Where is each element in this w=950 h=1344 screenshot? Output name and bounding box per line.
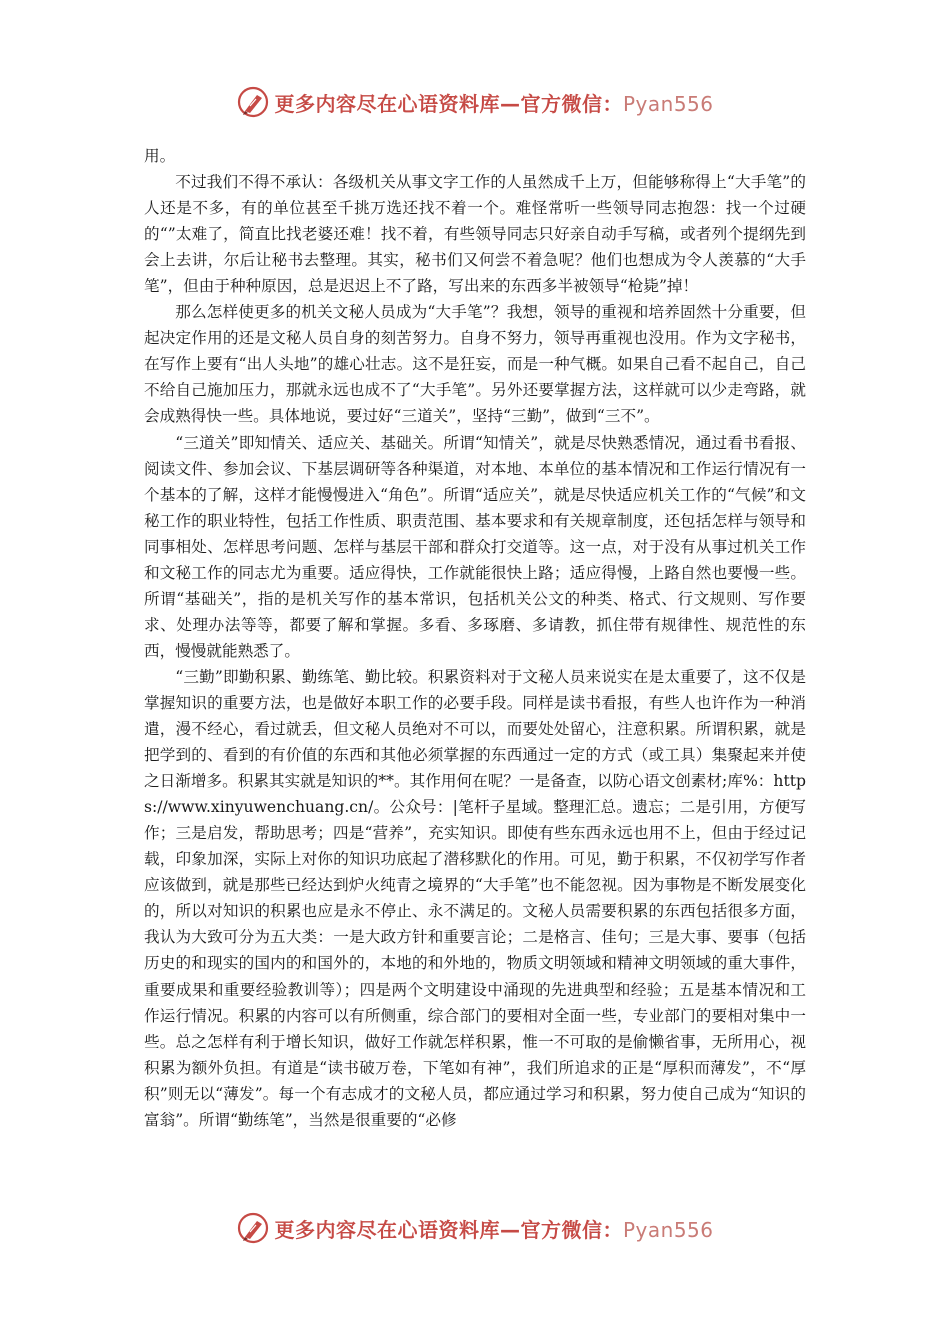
header-banner [0,82,950,122]
paragraph: “三勤”即勤积累、勤练笔、勤比较。积累资料对于文秘人员来说实在是太重要了，这不仅是掌握知识的重要方法，也是做好本职工作的必要手段。同样是读书看报，有些人也许作为一种消遣，漫不经心，看过就丢，但文秘人员绝对不可以，而要处处留心，注意积累。所谓积累，就是把学到的、看到的有价值的东西和其他必须掌握的东西通过一定的方式（或工具）集聚起来并使之日渐增多。积累其实就是知识的**。其作用何在呢？一是备查，以防心语文创素材;库%：https://www.xinyuwenchuang.cn/。公众号：|笔杆子星域。整理汇总。遗忘；二是引用，方便写作；三是启发，帮助思考；四是“营养”，充实知识。即使有些东西永远也用不上，但由于经过记载，印象加深，实际上对你的知识功底起了潜移默化的作用。可见，勤于积累，不仅初学写作者应该做到，就是那些已经达到炉火纯青之境界的“大手笔”也不能忽视。因为事物是不断发展变化的，所以对知识的积累也应是永不停止、永不满足的。文秘人员需要积累的东西包括很多方面，我认为大致可分为五大类：一是大政方针和重要言论；二是格言、佳句；三是大事、要事（包括历史的和现实的国内的和国外的，本地的和外地的，物质文明领域和精神文明领域的重大事件，重要成果和重要经验教训等）；四是两个文明建设中涌现的先进典型和经验；五是基本情况和工作运行情况。积累的内容可以有所侧重，综合部门的要相对全面一些，专业部门的要相对集中一些。总之怎样有利于增长知识，做好工作就怎样积累，惟一不可取的是偷懒省事，无所用心，视积累为额外负担。有道是“读书破万卷，下笔如有神”，我们所追求的正是“厚积而薄发”，不“厚积”则无以“薄发”。每一个有志成才的文秘人员，都应通过学习和积累，努力使自己成为“知识的富翁”。所谓“勤练笔”，当然是很重要的“必修 [144,667,806,1129]
paragraph: 那么怎样使更多的机关文秘人员成为“大手笔”？我想，领导的重视和培养固然十分重要，但起决定作用的还是文秘人员自身的刻苦努力。自身不努力，领导再重视也没用。作为文字秘书，在写作上要有“出人头地”的雄心壮志。这不是狂妄，而是一种气概。如果自己看不起自己，自己不给自己施加压力，那就永远也成不了“大手笔”。另外还要掌握方法，这样就可以少走弯路，就会成熟得快一些。具体地说，要过好“三道关”，坚持“三勤”，做到“三不”。 [144,303,806,426]
paragraph-continuation: 用。 [144,147,176,165]
wechat-id: Pyan556 [622,1217,714,1242]
header-banner-text: 更多内容尽在心语资料库—官方微信：Pyan556 [274,91,714,116]
footer-banner [0,1208,950,1248]
pen-nib-logo-icon [236,1211,270,1245]
document-body [144,143,806,1133]
wechat-id: Pyan556 [622,91,714,116]
footer-banner-text: 更多内容尽在心语资料库—官方微信：Pyan556 [274,1217,714,1242]
paragraph: 不过我们不得不承认：各级机关从事文字工作的人虽然成千上万，但能够称得上“大手笔”的人还是不多，有的单位甚至千挑万选还找不着一个。难怪常听一些领导同志抱怨：找一个过硬的“”太难了，简直比找老婆还难！找不着，有些领导同志只好亲自动手写稿，或者列个提纲先到会上去讲，尔后让秘书去整理。其实，秘书们又何尝不着急呢？他们也想成为令人羡慕的“大手笔”，但由于种种原因，总是迟迟上不了路，写出来的东西多半被领导“枪毙”掉！ [144,173,806,296]
paragraph: “三道关”即知情关、适应关、基础关。所谓“知情关”，就是尽快熟悉情况，通过看书看报、阅读文件、参加会议、下基层调研等各种渠道，对本地、本单位的基本情况和工作运行情况有一个基本的了解，这样才能慢慢进入“角色”。所谓“适应关”，就是尽快适应机关工作的“气候”和文秘工作的职业特性，包括工作性质、职责范围、基本要求和有关规章制度，还包括怎样与领导和同事相处、怎样思考问题、怎样与基层干部和群众打交道等。这一点，对于没有从事过机关工作和文秘工作的同志尤为重要。适应得快，工作就能很快上路；适应得慢，上路自然也要慢一些。所谓“基础关”，指的是机关写作的基本常识，包括机关公文的种类、格式、行文规则、写作要求、处理办法等等，都要了解和掌握。多看、多琢磨、多请教，抓住带有规律性、规范性的东西，慢慢就能熟悉了。 [144,433,806,660]
pen-nib-logo-icon [236,85,270,119]
